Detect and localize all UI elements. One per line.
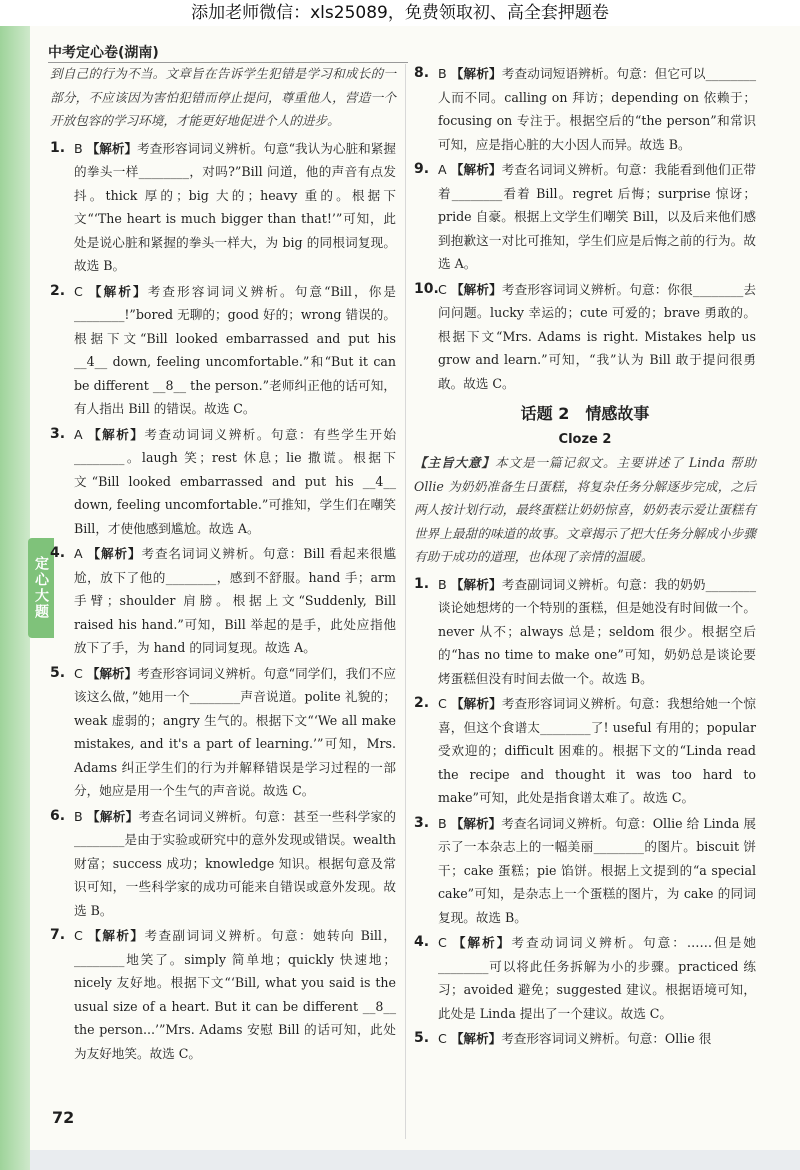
- answer-item: [50, 924, 396, 1065]
- running-header: 中考定心卷(湖南): [48, 45, 159, 61]
- item-tag: 【解析】: [450, 66, 502, 81]
- summary-paragraph: [414, 451, 756, 569]
- item-number: 4.: [50, 545, 66, 561]
- item-body: [74, 280, 396, 421]
- item-answer: B: [74, 808, 83, 824]
- item-tag: 【解析】: [450, 1031, 502, 1046]
- answer-item: [414, 62, 756, 156]
- item-number: 9.: [414, 161, 430, 177]
- answer-item: [50, 662, 396, 803]
- watermark-banner: 添加老师微信：xls25089，免费领取初、高全套押题卷: [0, 0, 800, 26]
- item-answer: A: [438, 162, 447, 177]
- answer-item: [414, 812, 756, 930]
- item-answer: C: [438, 281, 447, 297]
- answer-item: [414, 573, 756, 691]
- right-answer-list-a: [414, 62, 756, 395]
- item-body: [74, 662, 396, 803]
- item-number: 5.: [414, 1030, 430, 1046]
- footer-bar: [30, 1150, 800, 1170]
- item-number: 10.: [414, 280, 439, 297]
- item-explanation: 考查名词词义辨析。句意：甚至一些科学家的________是由于实验或研究中的意外发现或错误。wealth 财富；success 成功；knowledge 知识。根据句意及常识可知，一些科学家的成功可能来自错误或意外发现。故选 B。: [74, 808, 397, 918]
- item-explanation: 考查形容词词义辨析。句意：Ollie 很: [501, 1031, 712, 1046]
- item-body: [74, 924, 396, 1065]
- topic-title: 话题 2 情感故事: [520, 404, 650, 423]
- answer-item: [414, 278, 756, 396]
- item-tag: 【解析】: [450, 281, 502, 297]
- item-explanation: 考查形容词词义辨析。句意：你很________去问问题。lucky 幸运的；cute 可爱的；brave 勇敢的。根据下文“Mrs. Adams is right. Mistakes help us grow and learn.”可知，“我”认为 Bill 敢于提问很勇敢。故选 C。: [438, 281, 757, 391]
- item-explanation: 考查形容词词义辨析。句意“同学们，我们不应该这么做，”她用一个________声音说道。polite 礼貌的；weak 虚弱的；angry 生气的。根据下文“‘We all make mistakes, and it's a part of learning.’”可知，Mrs. Adams 纠正学生们的行为并解释错误是学习过程的一部分，她应是用一个生气的声音说。故选 C。: [74, 665, 396, 798]
- item-explanation: 考查动词词义辨析。句意：……但是她________可以将此任务拆解为小的步骤。practiced 练习；avoided 避免；suggested 建议。根据语境可知，此处是 Linda 提出了一个建议。故选 C。: [438, 935, 757, 1021]
- item-number: 2.: [414, 695, 430, 711]
- item-tag: 【解析】: [450, 696, 502, 711]
- item-answer: C: [438, 696, 447, 711]
- item-tag: 【解析】: [450, 162, 502, 177]
- item-body: [74, 137, 396, 278]
- item-body: [438, 573, 756, 691]
- item-explanation: 考查副词词义辨析。句意：她转向 Bill，________地笑了。simply 简单地；quickly 快速地；nicely 友好地。根据下文“‘Bill, what you said is the usual size of a heart. But it can be different __8__ the person...’”Mrs. Adams 安慰 Bill 的话可知，此处为友好地笑。故选 C。: [74, 928, 396, 1061]
- item-answer: B: [74, 140, 83, 156]
- item-explanation: 考查名词词义辨析。句意：Ollie 给 Linda 展示了一本杂志上的一幅美丽________的图片。biscuit 饼干；cake 蛋糕；pie 馅饼。根据上文提到的“a special cake”可知，是杂志上一个蛋糕的图片，为 cake 的同词复现。故选 B。: [438, 815, 756, 925]
- item-explanation: 考查名词词义辨析。句意：我能看到他们正带着________看着 Bill。regret 后悔；surprise 惊讶；pride 自豪。根据上文学生们嘲笑 Bill，以及后来他们感到抱歉这一对比可推知，学生们应是后悔之前的行为。故选 A。: [438, 162, 757, 271]
- item-answer: A: [74, 546, 83, 561]
- item-answer: C: [438, 935, 447, 950]
- summary-tag: 【主旨大意】: [414, 455, 496, 470]
- item-number: 1.: [414, 575, 430, 592]
- answer-item: [50, 805, 396, 923]
- item-explanation: 考查动词词义辨析。句意：有些学生开始________。laugh 笑；rest 休息；lie 撒谎。根据下文“Bill looked embarrassed and put his __4__ down, feeling uncomfortable.”可推知，学生们在嘲笑 Bill，才使他感到尴尬。故选 A。: [74, 426, 397, 536]
- item-number: 3.: [50, 425, 66, 442]
- answer-item: [50, 280, 396, 421]
- item-tag: 【解析】: [88, 283, 148, 299]
- item-body: [74, 423, 396, 541]
- summary-text: 本文是一篇记叙文。主要讲述了 Linda 帮助 Ollie 为奶奶准备生日蛋糕，将复杂任务分解逐步完成，之后两人按计划行动，最终蛋糕让奶奶惊喜，奶奶表示爱让蛋糕有世界上最甜的味道的故事。文章揭示了把大任务分解成小步骤有助于成功的道理，也体现了亲情的温暖。: [414, 455, 757, 564]
- answer-item: [414, 158, 756, 276]
- item-tag: 【解析】: [450, 576, 502, 592]
- answer-item: [414, 931, 756, 1025]
- item-body: [438, 692, 756, 810]
- item-tag: 【解析】: [450, 815, 502, 831]
- item-explanation: 考查形容词词义辨析。句意“Bill，你是________!”bored 无聊的；good 好的；wrong 错误的。根据下文“Bill looked embarrassed and put his __4__ down, feeling uncomfortable.”和“But it can be different __8__ the person.”老师纠正他的话可知，有人指出 Bill 的错误。故选 C。: [74, 283, 397, 416]
- item-answer: C: [74, 928, 83, 943]
- column-divider: [405, 64, 406, 1139]
- side-tab: 定心大题: [28, 538, 54, 638]
- intro-paragraph: 到自己的行为不当。文章旨在告诉学生犯错是学习和成长的一部分，不应该因为害怕犯错而停止提问，尊重他人，营造一个开放包容的学习环境，才能更好地促进个人的进步。: [50, 66, 396, 128]
- item-number: 6.: [50, 807, 66, 824]
- item-number: 5.: [50, 664, 66, 681]
- item-tag: 【解析】: [86, 665, 138, 681]
- item-answer: C: [74, 283, 83, 299]
- side-green-band: [0, 0, 30, 1170]
- item-tag: 【解析】: [87, 546, 142, 561]
- item-answer: B: [438, 815, 447, 831]
- page-number: 72: [52, 1108, 75, 1127]
- item-number: 2.: [50, 282, 66, 299]
- item-tag: 【解析】: [88, 928, 145, 943]
- item-explanation: 考查名词词义辨析。句意：Bill 看起来很尴尬，放下了他的________，感到不舒服。hand 手；arm 手臂；shoulder 肩膀。根据上文“Suddenly, Bill raised his hand.”可知，Bill 举起的是手，此处应指他放下了手，为 hand 的同词复现。故选 A。: [74, 546, 397, 655]
- right-column: [414, 62, 756, 1053]
- item-number: 8.: [414, 65, 430, 81]
- item-number: 3.: [414, 814, 430, 831]
- item-answer: A: [74, 426, 83, 442]
- item-tag: 【解析】: [86, 140, 138, 156]
- left-answer-list: [50, 137, 396, 1066]
- item-body: [438, 812, 756, 930]
- cloze-title: Cloze 2: [558, 432, 612, 447]
- item-number: 4.: [414, 934, 430, 950]
- item-body: [74, 542, 396, 660]
- item-body: [438, 62, 756, 156]
- item-explanation: 考查动词短语辨析。句意：但它可以________人而不同。calling on 拜访；depending on 依赖于；focusing on 专注于。根据空后的“the person”和常识可知，应是指心脏的大小因人而异。故选 B。: [438, 66, 756, 152]
- answer-item: [414, 692, 756, 810]
- item-number: 1.: [50, 139, 66, 156]
- answer-item: [50, 137, 396, 278]
- item-body: [438, 278, 756, 396]
- item-answer: B: [438, 576, 447, 592]
- item-tag: 【解析】: [88, 426, 145, 442]
- item-body: [438, 158, 756, 276]
- item-tag: 【解析】: [86, 808, 139, 824]
- item-explanation: 考查形容词词义辨析。句意：我想给她一个惊喜，但这个食谱太________了! useful 有用的；popular 受欢迎的；difficult 困难的。根据下文的“Linda read the recipe and thought it was too hard to make”可知，此处是指食谱太难了。故选 C。: [438, 696, 757, 805]
- item-answer: B: [438, 66, 447, 81]
- item-body: [438, 1027, 756, 1051]
- item-body: [438, 931, 756, 1025]
- right-answer-list-b: [414, 573, 756, 1051]
- item-body: [74, 805, 396, 923]
- item-explanation: 考查副词词义辨析。句意：我的奶奶________谈论她想烤的一个特别的蛋糕，但是她没有时间做一个。never 从不；always 总是；seldom 很少。根据空后的“has no time to make one”可知，奶奶总是谈论要烤蛋糕但没有时间去做一个。故选 B。: [438, 576, 756, 686]
- answer-item: [50, 542, 396, 660]
- answer-item: [50, 423, 396, 541]
- left-column: [50, 62, 396, 1067]
- item-answer: C: [74, 665, 83, 681]
- item-explanation: 考查形容词词义辨析。句意“我认为心脏和紧握的拳头一样________，对吗?”Bill 问道，他的声音有点发抖。thick 厚的；big 大的；heavy 重的。根据下文“‘The heart is much bigger than that!’”可知，此处是说心脏和紧握的拳头一样大，为 big 的同根词复现。故选 B。: [74, 140, 396, 273]
- answer-item: [414, 1027, 756, 1051]
- item-tag: 【解析】: [452, 935, 512, 950]
- item-number: 7.: [50, 927, 66, 943]
- item-answer: C: [438, 1031, 447, 1046]
